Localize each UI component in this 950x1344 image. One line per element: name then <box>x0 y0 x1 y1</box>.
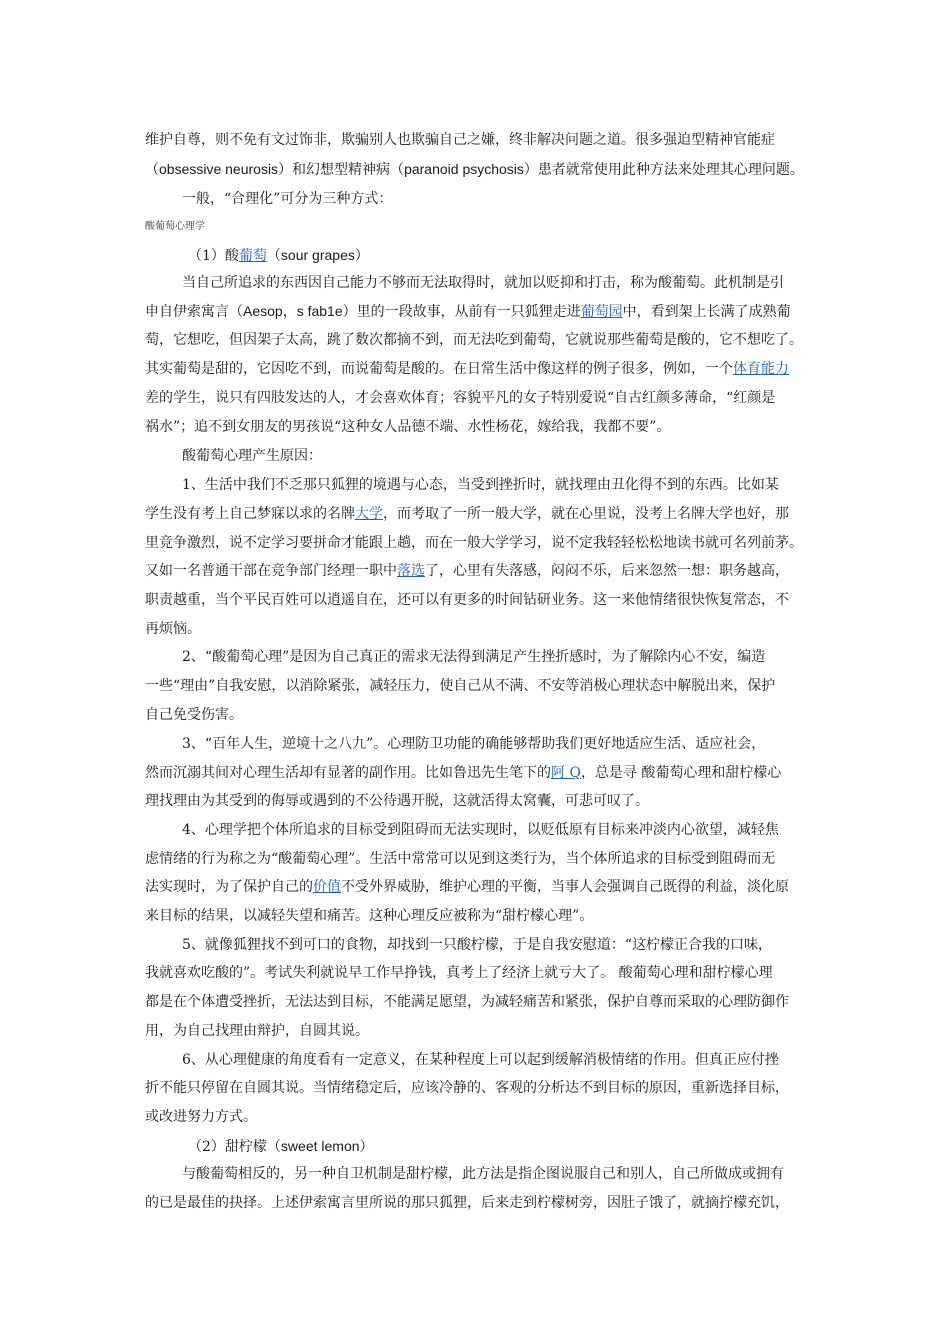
section-label <box>145 220 205 234</box>
text-line <box>145 1022 369 1040</box>
text-line <box>145 1079 789 1097</box>
text-segment: 里竞争激烈，说不定学习要拼命才能跟上趟，而在一般大学学习，说不定我轻轻松松地读书就可名列前茅。 <box>145 535 803 551</box>
text-segment: 学生没有考上自己梦寐以求的名牌 <box>145 506 355 522</box>
text-segment: 酸葡萄心理学 <box>145 221 205 232</box>
text-segment: 其实葡萄是甜的，它因吃不到，而说葡萄是酸的。在日常生活中像这样的例子很多，例如，一个 <box>145 361 733 377</box>
hyperlink[interactable]: 阿 Q <box>551 765 581 781</box>
text-segment: 然而沉溺其间对心理生活却有显著的副作用。比如鲁迅先生笔下的 <box>145 765 551 781</box>
text-line <box>145 505 789 523</box>
text-segment: 3、“百年人生，逆境十之八九”。心理防卫功能的确能够帮助我们更好地适应生活、适应社会， <box>182 736 766 752</box>
text-line <box>145 850 775 868</box>
text-line <box>182 936 772 954</box>
text-segment: 一般，“合理化”可分为三种方式： <box>182 191 393 207</box>
text-segment: 萄，它想吃，但因架子太高，跳了数次都摘不到，而无法吃到葡萄，它就说那些葡萄是酸的，它不想吃了。 <box>145 332 803 348</box>
text-line <box>182 1051 779 1069</box>
text-segment: ） <box>359 1139 374 1155</box>
text-segment: 当自己所追求的东西因自己能力不够而无法取得时，就加以贬抑和打击，称为酸葡萄。此机制是引 <box>182 275 784 291</box>
text-segment: 与酸葡萄相反的，另一种自卫机制是甜柠檬，此方法是指企图说服自己和别人，自己所做成或拥有 <box>182 1166 784 1182</box>
text-line <box>145 677 775 695</box>
text-line <box>145 878 789 896</box>
text-segment: 差的学生，说只有四肢发达的人，才会喜欢体育；容貌平凡的女子特别爱说“自古红颜多薄命，“红颜是 <box>145 390 776 406</box>
text-line <box>145 764 781 782</box>
text-segment: 又如一名普通干部在竞争部门经理一职中 <box>145 563 397 579</box>
text-segment: 一些“理由”自我安慰，以消除紧张，减轻压力，使自己从不满、不安等消极心理状态中解脱出来，保护 <box>145 678 776 694</box>
hyperlink[interactable]: 价值 <box>313 879 341 895</box>
text-segment: 法实现时，为了保护自己的 <box>145 879 313 895</box>
text-line <box>182 447 322 465</box>
text-segment: 维护自尊，则不免有文过饰非，欺骗别人也欺骗自己之嫌，终非解决问题之道。很多强迫型精神官能症 <box>145 132 775 148</box>
text-segment: （ <box>266 248 281 264</box>
text-segment: 自己免受伤害。 <box>145 707 243 723</box>
hyperlink[interactable]: 葡萄 <box>238 248 267 264</box>
text-line <box>145 360 789 378</box>
text-segment: （1）酸 <box>188 248 239 264</box>
text-segment: Aesop，s fab1e <box>243 303 343 319</box>
text-segment: 再烦恼。 <box>145 621 201 637</box>
text-segment: 虑情绪的行为称之为“酸葡萄心理”。生活中常常可以见到这类行为，当个体所追求的目标受到阻碍而无 <box>145 851 776 867</box>
hyperlink[interactable]: 体育能力 <box>733 361 789 377</box>
text-segment: ） <box>354 248 369 264</box>
text-line <box>145 591 789 609</box>
text-line <box>145 1194 789 1212</box>
text-segment: 1、生活中我们不乏那只狐狸的境遇与心态，当受到挫折时，就找理由丑化得不到的东西。比如某 <box>182 477 779 493</box>
text-line <box>145 331 803 349</box>
text-line <box>145 706 243 724</box>
subheading <box>188 1137 374 1156</box>
hyperlink[interactable]: 葡萄园 <box>580 304 623 320</box>
text-line <box>145 964 773 982</box>
text-segment: 理找理由为其受到的侮辱或遇到的不公待遇开脱，这就活得太窝囊，可悲可叹了。 <box>145 793 649 809</box>
text-line <box>145 993 789 1011</box>
text-segment: 2、“酸葡萄心理”是因为自己真正的需求无法得到满足产生挫折感时，为了解除内心不安，编造 <box>182 649 766 665</box>
text-line <box>145 302 791 321</box>
text-segment: 中，看到架上长满了成熟葡 <box>622 304 791 320</box>
text-segment: 的已是最佳的抉择。上述伊索寓言里所说的那只狐狸，后来走到柠檬树旁，因肚子饿了，就摘拧檬充饥， <box>145 1195 789 1211</box>
text-segment: 我就喜欢吃酸的”。考试失利就说早工作早挣钱，真考上了经济上就亏大了。 酸葡萄心理和甜柠檬心理 <box>145 965 773 981</box>
text-segment: 5、就像狐狸找不到可口的食物，却找到一只酸柠檬，于是自我安慰道：“这柠檬正合我的口味， <box>182 937 773 953</box>
subheading <box>188 246 369 265</box>
text-segment: 来目标的结果，以减轻失望和痛苦。这种心理反应被称为“甜柠檬心理”。 <box>145 908 594 924</box>
text-segment: 了，心里有失落感，闷闷不乐，后来忽然一想：职务越高， <box>425 563 789 579</box>
text-line <box>182 648 765 666</box>
text-line <box>182 476 779 494</box>
hyperlink[interactable]: 落选 <box>397 563 425 579</box>
text-segment: obsessive neurosis <box>159 161 279 177</box>
text-segment: 祸水”；追不到女朋友的男孩说“这种女人品德不端、水性杨花，嫁给我，我都不要”。 <box>145 419 671 435</box>
text-line <box>182 190 392 208</box>
text-segment: 酸葡萄心理产生原因： <box>182 448 322 464</box>
text-line <box>145 418 670 436</box>
text-line <box>145 907 593 925</box>
text-line <box>182 821 779 839</box>
text-segment: ，总是寻 酸葡萄心理和甜柠檬心 <box>580 765 782 781</box>
text-segment: paranoid psychosis <box>404 161 524 177</box>
text-segment: sour grapes <box>280 247 355 263</box>
text-line <box>182 274 784 292</box>
text-segment: ）患者就常使用此种方法来处理其心理问题。 <box>523 162 804 178</box>
text-segment: （2）甜柠檬（ <box>188 1139 281 1155</box>
text-segment: ）里的一段故事，从前有一只狐狸走进 <box>342 304 581 320</box>
text-segment: ，而考取了一所一般大学，就在心里说，没考上名牌大学也好，那 <box>383 506 789 522</box>
text-line <box>145 389 775 407</box>
text-segment: 申自伊索寓言（ <box>145 304 243 320</box>
text-line <box>182 1165 784 1183</box>
text-segment: 折不能只停留在自圆其说。当情绪稳定后，应该冷静的、客观的分析达不到目标的原因，重新选择目标， <box>145 1080 789 1096</box>
text-segment: 不受外界威胁，维护心理的平衡，当事人会强调自己既得的利益，淡化原 <box>341 879 789 895</box>
text-segment: 4、心理学把个体所追求的目标受到阻碍而无法实现时，以贬低原有目标来冲淡内心欲望，减轻焦 <box>182 822 779 838</box>
text-line <box>182 735 765 753</box>
text-segment: 都是在个体遭受挫折，无法达到目标，不能满足愿望，为减轻痛苦和紧张，保护自尊而采取的心理防御作 <box>145 994 789 1010</box>
text-line <box>145 1108 257 1126</box>
text-segment: sweet lemon <box>280 1138 360 1154</box>
text-line <box>145 534 803 552</box>
text-segment: （ <box>145 162 159 178</box>
text-line <box>145 620 201 638</box>
text-line <box>145 792 649 810</box>
hyperlink[interactable]: 大学 <box>355 506 383 522</box>
text-segment: 或改进努力方式。 <box>145 1109 257 1125</box>
text-segment: ）和幻想型精神病（ <box>278 162 405 178</box>
text-line <box>145 131 775 149</box>
text-line <box>145 562 789 580</box>
text-segment: 6、从心理健康的角度看有一定意义，在某种程度上可以起到缓解消极情绪的作用。但真正应付挫 <box>182 1052 779 1068</box>
text-segment: 用，为自己找理由辩护，自圆其说。 <box>145 1023 369 1039</box>
text-line <box>145 160 804 179</box>
text-segment: 职责越重，当个平民百姓可以逍遥自在，还可以有更多的时间钻研业务。这一来他情绪很快恢复常态，不 <box>145 592 789 608</box>
